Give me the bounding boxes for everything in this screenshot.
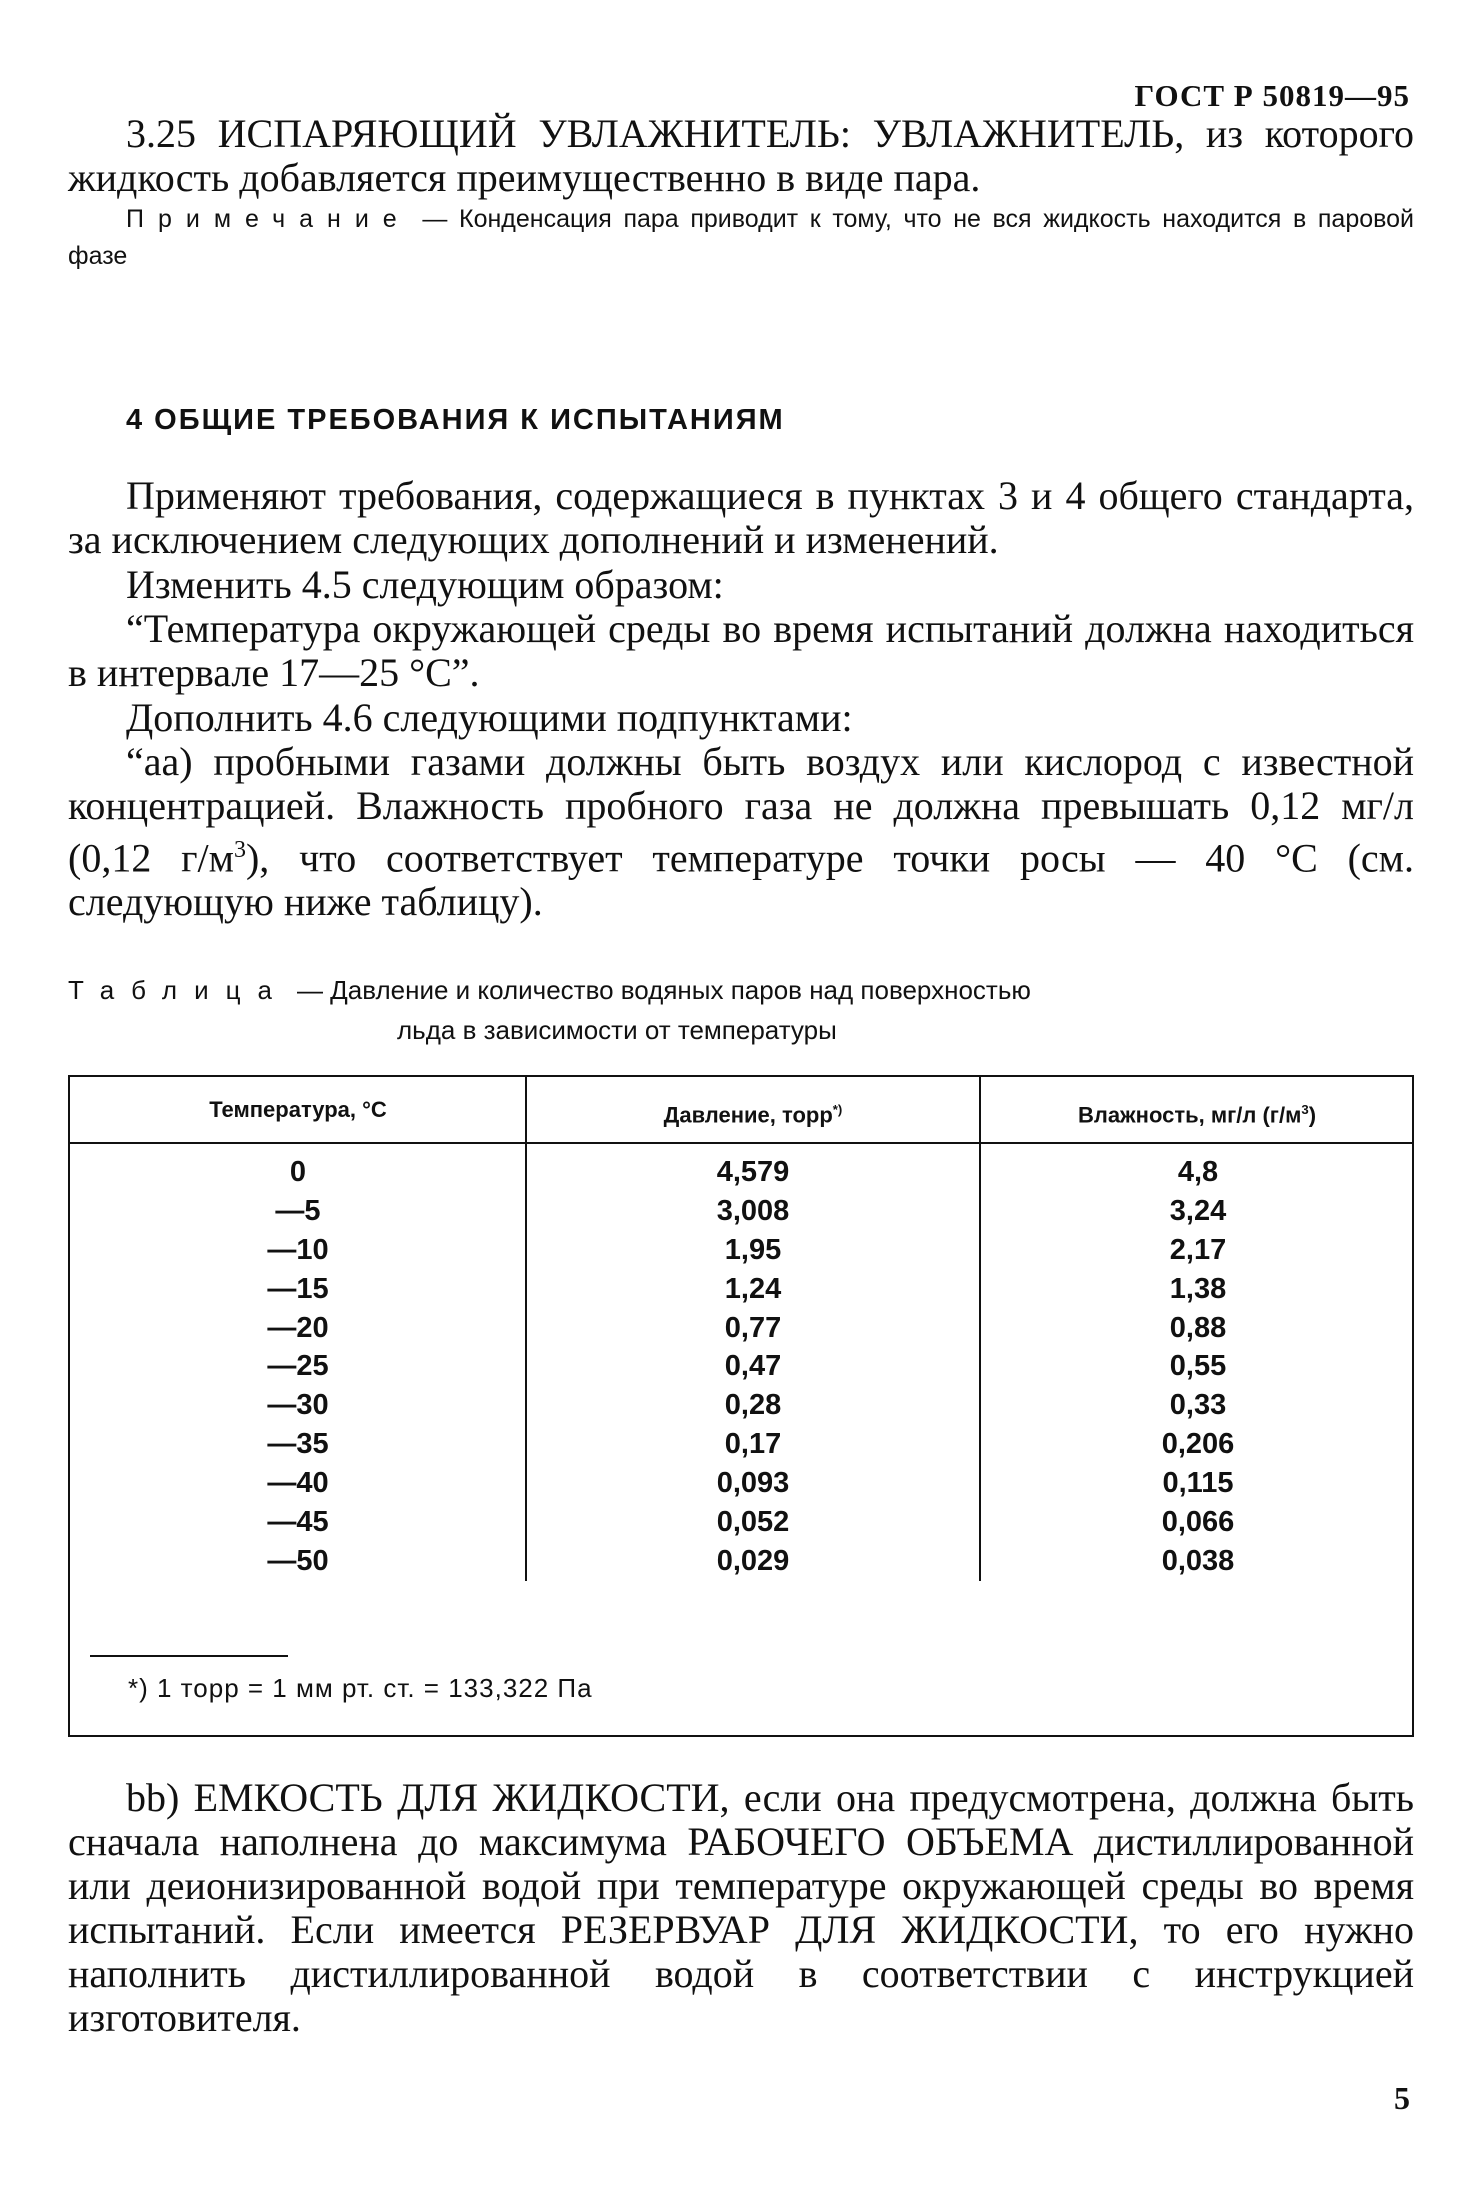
cell-temperature: —15	[267, 1272, 329, 1305]
cell-humidity: 0,038	[1161, 1544, 1235, 1577]
cell-pressure: 0,029	[716, 1544, 790, 1577]
section-4-p2: Изменить 4.5 следующим образом:	[126, 562, 724, 607]
cell-temperature: —5	[275, 1194, 321, 1227]
cell-humidity: 3,24	[1169, 1194, 1227, 1227]
cell-pressure: 0,28	[724, 1389, 782, 1422]
cell-humidity: 1,38	[1169, 1272, 1227, 1305]
table-caption-line2: льда в зависимости от температуры	[397, 1015, 837, 1045]
cell-pressure: 1,24	[724, 1272, 782, 1305]
table-caption-label: Таблица	[68, 975, 289, 1005]
cell-temperature: —10	[267, 1233, 329, 1266]
cell-temperature: —20	[267, 1311, 329, 1344]
cell-pressure: 4,579	[716, 1156, 790, 1188]
cell-humidity: 0,88	[1169, 1311, 1227, 1344]
table-row	[70, 1503, 1412, 1542]
table-caption-line1: — Давление и количество водяных паров над поверхностью	[296, 975, 1031, 1005]
p5-text-1: “аа) пробными газами должны быть воздух или кислород с известной концентрацией. Влажность пробного газа не должна превышать 0,12 мг/л (0,12 г/м	[68, 739, 1414, 881]
table-body	[70, 1153, 1412, 1581]
note-label: Примечание	[126, 205, 411, 233]
p5-sup: 3	[233, 837, 246, 863]
cell-temperature: 0	[289, 1156, 307, 1188]
table-row	[70, 1153, 1412, 1192]
clause-bb: bb) ЕМКОСТЬ ДЛЯ ЖИДКОСТИ, если она предусмотрена, должна быть сначала наполнена до максимума РАБОЧЕГО ОБЪЕМА дистиллированной или деионизированной водой при температуре окружающей среды во время испытаний. Если имеется РЕЗЕРВУАР ДЛЯ ЖИДКОСТИ, то его нужно наполнить дистиллированной водой в соответствии с инструкцией изготовителя.	[68, 1775, 1414, 2040]
table-footnote: *) 1 торр = 1 мм рт. ст. = 133,322 Па	[128, 1673, 593, 1703]
table-row	[70, 1386, 1412, 1425]
section-4-p4: Дополнить 4.6 следующими подпунктами:	[126, 695, 853, 740]
cell-temperature: —25	[267, 1350, 329, 1383]
cell-temperature: —40	[267, 1467, 329, 1500]
table-row	[70, 1270, 1412, 1309]
cell-temperature: —45	[267, 1506, 329, 1539]
cell-humidity: 4,8	[1177, 1156, 1219, 1188]
cell-humidity: 0,206	[1161, 1428, 1235, 1461]
note-text: — Конденсация пара приводит к тому, что не вся жидкость находится в паровой фазе	[68, 205, 1414, 270]
header-temperature: Температура, °С	[209, 1097, 387, 1122]
clause-3-25: 3.25 ИСПАРЯЮЩИЙ УВЛАЖНИТЕЛЬ: УВЛАЖНИТЕЛЬ, из которого жидкость добавляется преимущественно в виде пара.	[68, 111, 1414, 200]
cell-pressure: 0,47	[724, 1350, 782, 1383]
cell-temperature: —30	[267, 1389, 329, 1422]
table-row	[70, 1309, 1412, 1348]
cell-pressure: 0,77	[724, 1311, 782, 1344]
page-number: 5	[1394, 2080, 1410, 2116]
data-table	[68, 1075, 1414, 1737]
cell-humidity: 0,55	[1169, 1350, 1227, 1383]
table-row	[70, 1464, 1412, 1503]
header-pressure	[526, 1077, 980, 1142]
header-humidity	[980, 1077, 1414, 1142]
note	[68, 201, 1414, 275]
cell-humidity: 0,066	[1161, 1506, 1235, 1539]
cell-humidity: 0,33	[1169, 1389, 1227, 1422]
section-4-p1: Применяют требования, содержащиеся в пунктах 3 и 4 общего стандарта, за исключением следующих дополнений и изменений.	[68, 473, 1414, 562]
p5-text-2: ), что соответствует температуре точки росы — 40 °С (см. следующую ниже таблицу).	[68, 835, 1414, 925]
cell-temperature: —50	[267, 1544, 329, 1577]
header-humidity-sup: 3	[1301, 1102, 1309, 1117]
table-row	[70, 1231, 1412, 1270]
table-caption	[68, 970, 1414, 1050]
table-row	[70, 1192, 1412, 1231]
document-code: ГОСТ Р 50819—95	[1134, 78, 1410, 113]
cell-pressure: 0,17	[724, 1428, 782, 1461]
table-row	[70, 1347, 1412, 1386]
header-pressure-text: Давление, торр	[663, 1102, 833, 1128]
header-pressure-mark: *)	[832, 1102, 843, 1117]
footnote-rule	[90, 1655, 288, 1657]
cell-humidity: 2,17	[1169, 1233, 1227, 1266]
cell-temperature: —35	[267, 1428, 329, 1461]
cell-pressure: 1,95	[724, 1233, 782, 1266]
header-humidity-close: )	[1308, 1102, 1317, 1128]
section-4-title: 4 ОБЩИЕ ТРЕБОВАНИЯ К ИСПЫТАНИЯМ	[126, 404, 785, 436]
table-row	[70, 1542, 1412, 1581]
cell-pressure: 3,008	[716, 1194, 790, 1227]
section-4-p3: “Температура окружающей среды во время испытаний должна находиться в интервале 17—25 °С”.	[68, 606, 1414, 695]
header-humidity-text: Влажность, мг/л (г/м	[1077, 1102, 1302, 1128]
section-4-p5	[68, 740, 1414, 924]
cell-humidity: 0,115	[1162, 1467, 1234, 1500]
cell-pressure: 0,093	[716, 1467, 790, 1500]
table-header	[70, 1077, 1412, 1144]
cell-pressure: 0,052	[716, 1506, 790, 1539]
table-row	[70, 1425, 1412, 1464]
